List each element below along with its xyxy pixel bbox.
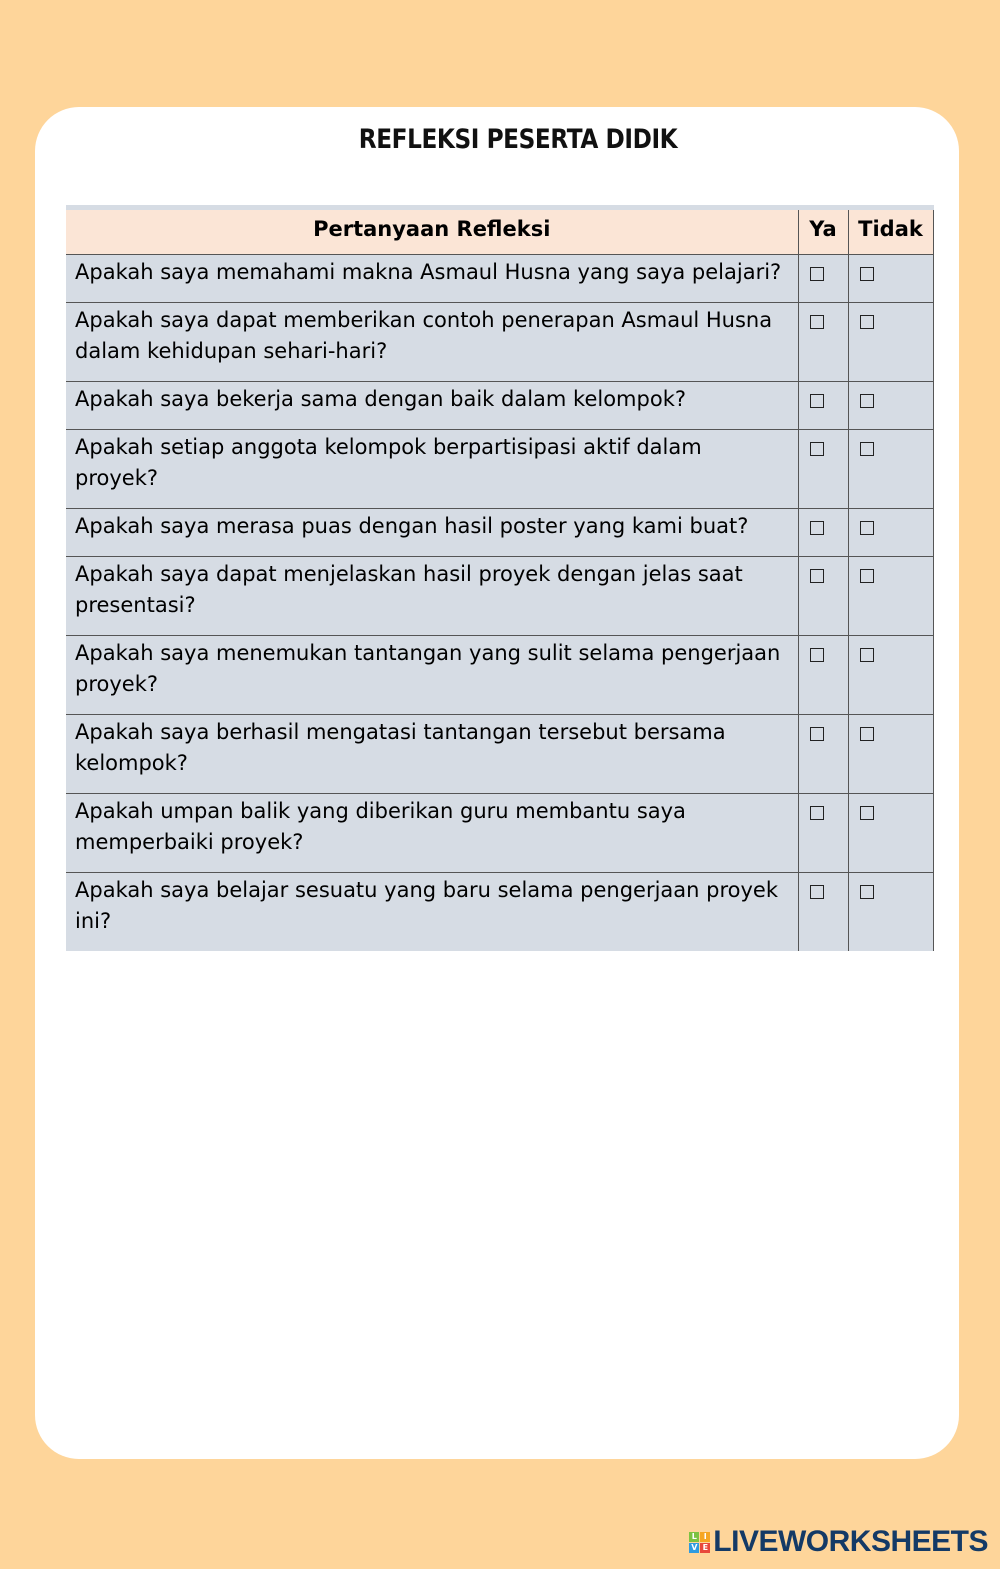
liveworksheets-logo[interactable] bbox=[689, 1525, 988, 1559]
tidak-cell bbox=[848, 873, 933, 952]
tidak-cell bbox=[848, 557, 933, 636]
tidak-cell bbox=[848, 636, 933, 715]
tidak-checkbox[interactable] bbox=[860, 569, 874, 583]
ya-checkbox[interactable] bbox=[810, 394, 824, 408]
tidak-checkbox[interactable] bbox=[860, 267, 874, 281]
question-text: Apakah saya merasa puas dengan hasil poster yang kami buat? bbox=[66, 509, 798, 557]
tidak-cell bbox=[848, 509, 933, 557]
tidak-cell bbox=[848, 794, 933, 873]
ya-checkbox[interactable] bbox=[810, 569, 824, 583]
ya-checkbox[interactable] bbox=[810, 727, 824, 741]
ya-cell bbox=[798, 255, 848, 303]
logo-text: LIVEWORKSHEETS bbox=[713, 1525, 988, 1558]
table-row bbox=[66, 382, 933, 430]
table-row bbox=[66, 557, 933, 636]
ya-cell bbox=[798, 382, 848, 430]
ya-cell bbox=[798, 794, 848, 873]
question-text: Apakah saya berhasil mengatasi tantangan tersebut bersama kelompok? bbox=[66, 715, 798, 794]
tidak-cell bbox=[848, 430, 933, 509]
ya-checkbox[interactable] bbox=[810, 648, 824, 662]
ya-checkbox[interactable] bbox=[810, 885, 824, 899]
table-row bbox=[66, 794, 933, 873]
ya-cell bbox=[798, 636, 848, 715]
ya-cell bbox=[798, 873, 848, 952]
tidak-checkbox[interactable] bbox=[860, 394, 874, 408]
question-text: Apakah umpan balik yang diberikan guru membantu saya memperbaiki proyek? bbox=[66, 794, 798, 873]
tidak-cell bbox=[848, 715, 933, 794]
table-row bbox=[66, 255, 933, 303]
liveworksheets-logo-icon: L I V E bbox=[689, 1532, 710, 1553]
question-text: Apakah saya dapat memberikan contoh penerapan Asmaul Husna dalam kehidupan sehari-hari? bbox=[66, 303, 798, 382]
table-row bbox=[66, 873, 933, 952]
question-text: Apakah saya memahami makna Asmaul Husna yang saya pelajari? bbox=[66, 255, 798, 303]
tidak-checkbox[interactable] bbox=[860, 442, 874, 456]
table-row bbox=[66, 636, 933, 715]
question-text: Apakah saya dapat menjelaskan hasil proyek dengan jelas saat presentasi? bbox=[66, 557, 798, 636]
tidak-cell bbox=[848, 255, 933, 303]
question-text: Apakah saya bekerja sama dengan baik dalam kelompok? bbox=[66, 382, 798, 430]
tidak-checkbox[interactable] bbox=[860, 521, 874, 535]
ya-checkbox[interactable] bbox=[810, 267, 824, 281]
table-row bbox=[66, 509, 933, 557]
tidak-checkbox[interactable] bbox=[860, 727, 874, 741]
question-text: Apakah saya menemukan tantangan yang sulit selama pengerjaan proyek? bbox=[66, 636, 798, 715]
page-title: REFLEKSI PESERTA DIDIK bbox=[358, 124, 678, 155]
header-tidak: Tidak bbox=[848, 208, 933, 255]
ya-checkbox[interactable] bbox=[810, 806, 824, 820]
tidak-cell bbox=[848, 303, 933, 382]
ya-checkbox[interactable] bbox=[810, 315, 824, 329]
ya-cell bbox=[798, 557, 848, 636]
table-body bbox=[66, 255, 933, 952]
ya-cell bbox=[798, 715, 848, 794]
header-ya: Ya bbox=[798, 208, 848, 255]
tidak-checkbox[interactable] bbox=[860, 315, 874, 329]
header-question: Pertanyaan Refleksi bbox=[66, 208, 798, 255]
table-row bbox=[66, 303, 933, 382]
tidak-cell bbox=[848, 382, 933, 430]
ya-cell bbox=[798, 509, 848, 557]
ya-checkbox[interactable] bbox=[810, 442, 824, 456]
table-row bbox=[66, 430, 933, 509]
ya-cell bbox=[798, 430, 848, 509]
question-text: Apakah setiap anggota kelompok berpartisipasi aktif dalam proyek? bbox=[66, 430, 798, 509]
reflection-table bbox=[66, 205, 934, 951]
ya-cell bbox=[798, 303, 848, 382]
question-text: Apakah saya belajar sesuatu yang baru selama pengerjaan proyek ini? bbox=[66, 873, 798, 952]
tidak-checkbox[interactable] bbox=[860, 806, 874, 820]
table-row bbox=[66, 715, 933, 794]
tidak-checkbox[interactable] bbox=[860, 648, 874, 662]
tidak-checkbox[interactable] bbox=[860, 885, 874, 899]
ya-checkbox[interactable] bbox=[810, 521, 824, 535]
table-header-row bbox=[66, 208, 933, 255]
